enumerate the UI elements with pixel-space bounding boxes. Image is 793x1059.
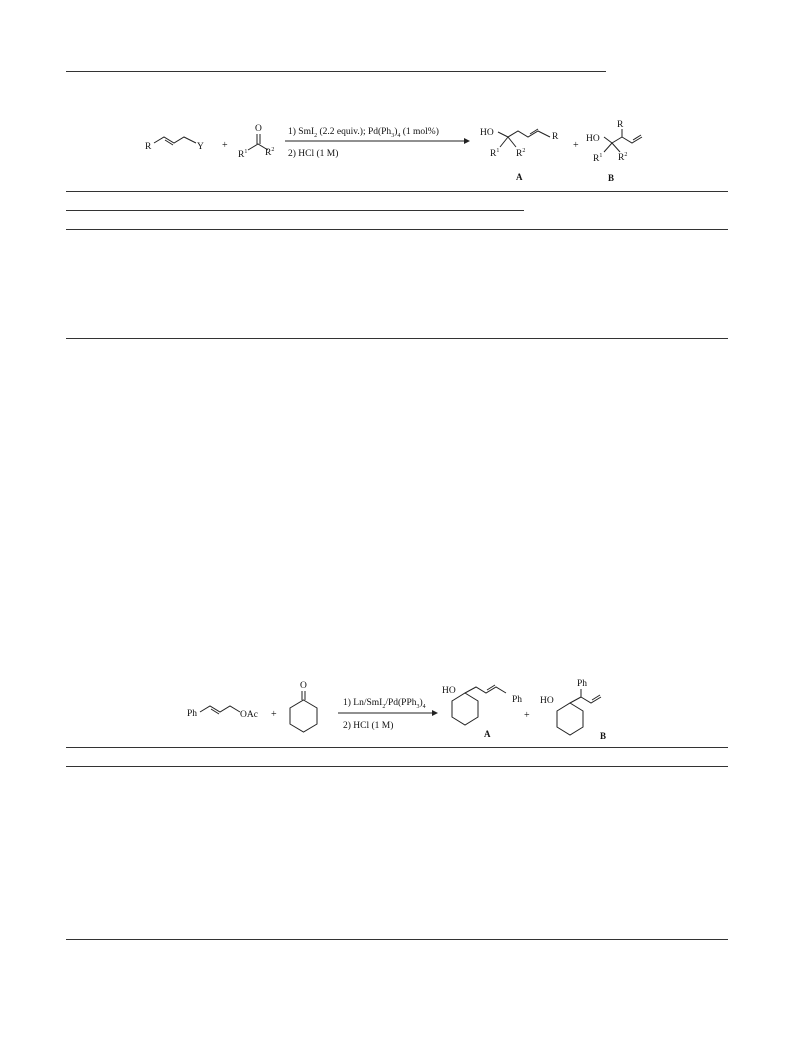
product-a-2 (442, 685, 522, 739)
product-b-2-label: B (600, 731, 607, 741)
product-b-2-sidechain-bond (570, 697, 581, 703)
ketone-r2-label: $R^2$ (265, 147, 275, 158)
cinnamyl-oac-label: OAc (240, 710, 258, 720)
cyclohexanone-ring (290, 700, 317, 732)
product-b-1-r2-label: $R^2$ (618, 152, 628, 163)
conditions-2-line-1: 1) $Ln/SmI_2/Pd(PPh_3)_4$ (343, 698, 426, 710)
cinnamyl-ph-label: Ph (187, 709, 198, 719)
cinnamyl-chain-bond (200, 706, 240, 712)
ketone-r1-label: $R^1$ (238, 149, 248, 160)
conditions-1-line-1: 1) SmI$_2$ (2.2 equiv.); $Pd(Ph_3)_4$ (1 mol%) (288, 127, 439, 139)
conditions-1-line-2: 2) HCl (1 M) (288, 149, 339, 159)
product-a-1-ho-label: HO (480, 128, 494, 138)
conditions-2-line-2: 2) HCl (1 M) (343, 721, 394, 731)
product-b-2-ho-label: HO (540, 696, 554, 706)
product-a-1-r1-label: $R^1$ (490, 148, 500, 159)
arrow-head-2 (432, 710, 438, 716)
product-b-2 (540, 679, 606, 741)
product-b-1-r1-label: $R^1$ (593, 153, 603, 164)
product-a-2-ring (452, 693, 478, 725)
plus-sign-4: + (524, 710, 530, 721)
product-a-2-chain-bond (465, 687, 506, 693)
product-a-2-ho-label: HO (442, 686, 456, 696)
product-a-1-label: A (516, 172, 523, 182)
product-b-2-vinyl-bond (581, 697, 601, 703)
cyclohexanone-reactant (290, 681, 317, 732)
product-a-2-ph-label: Ph (512, 695, 523, 705)
cinnamyl-double-bond (211, 709, 219, 714)
product-a-2-double-bond (487, 685, 495, 690)
cinnamyl-acetate-reactant (187, 706, 258, 720)
allyl-r-label: R (145, 142, 152, 152)
plus-sign-3: + (271, 709, 277, 720)
product-b-2-vinyl-double (592, 695, 600, 700)
cyclohexanone-o-label: O (300, 681, 307, 691)
ketone-o-label: O (255, 124, 262, 134)
plus-sign-2: + (573, 140, 579, 151)
product-b-1-ho-label: HO (586, 134, 600, 144)
plus-sign-1: + (222, 140, 228, 151)
product-b-1-label: B (608, 173, 615, 183)
allyl-y-label: Y (197, 142, 204, 152)
product-a-1-r2-label: $R^2$ (516, 148, 526, 159)
product-b-2-ring (557, 703, 583, 735)
product-b-1-r-label: R (617, 120, 624, 130)
product-a-2-label: A (484, 729, 491, 739)
reaction-arrow-2 (338, 697, 438, 731)
product-a-1-r-label: R (552, 132, 559, 142)
product-b-2-ph-label: Ph (577, 679, 588, 689)
